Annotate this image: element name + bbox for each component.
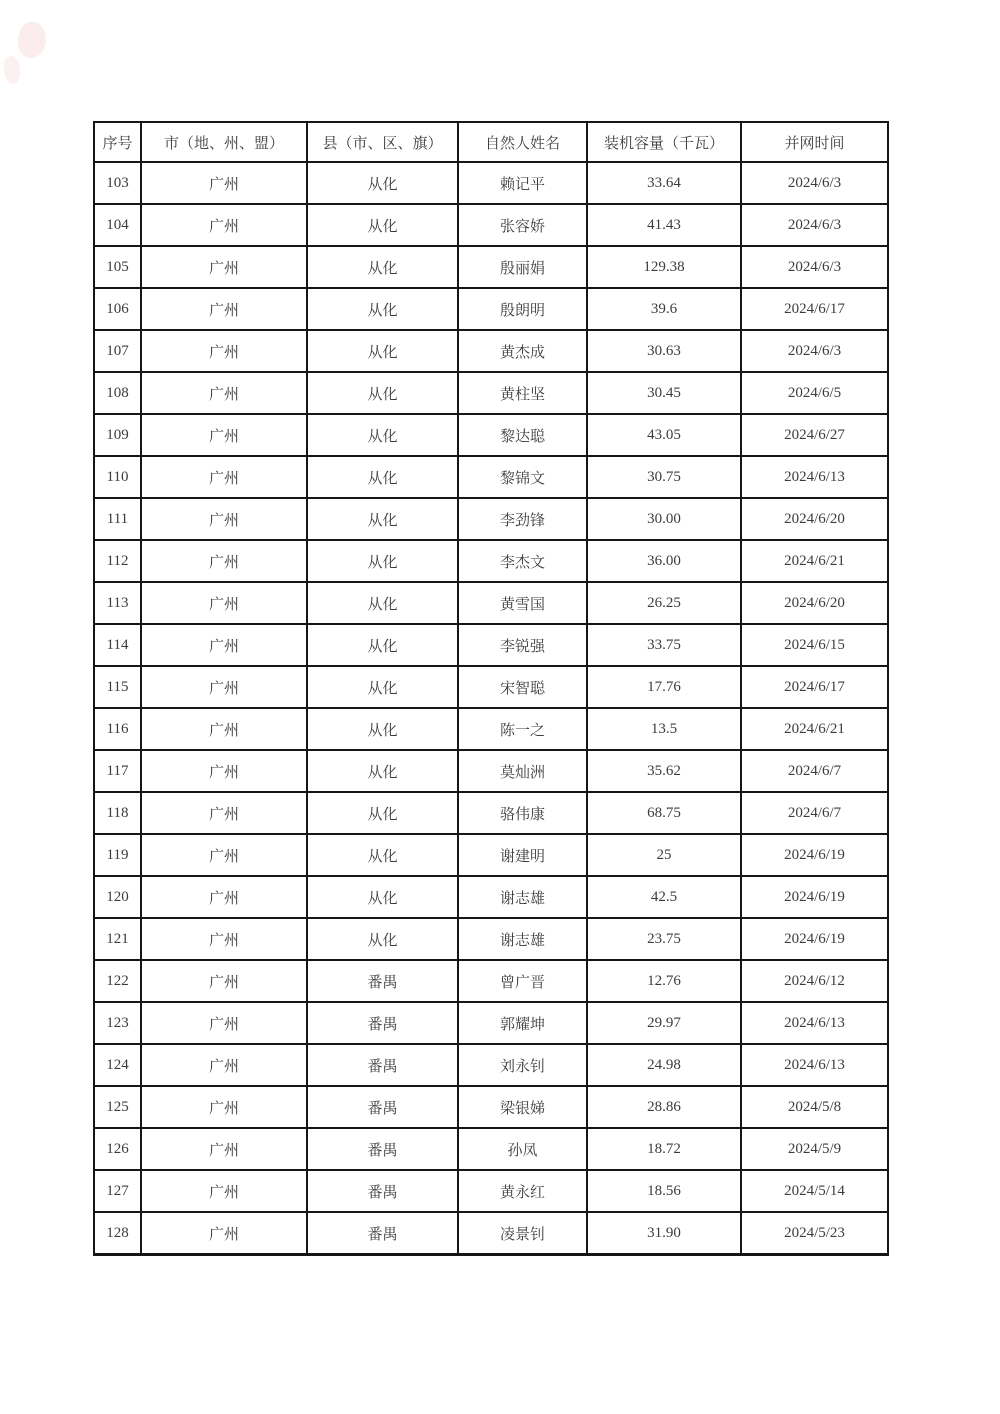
table-cell: 广州 (141, 414, 307, 456)
table-cell: 黄雪国 (458, 582, 587, 624)
table-cell: 36.00 (587, 540, 741, 582)
table-cell: 从化 (307, 246, 458, 288)
table-cell: 2024/6/21 (741, 708, 888, 750)
table-cell: 12.76 (587, 960, 741, 1002)
table-cell: 广州 (141, 1212, 307, 1255)
table-cell: 番禺 (307, 1044, 458, 1086)
table-cell: 番禺 (307, 1002, 458, 1044)
table-cell: 2024/6/3 (741, 162, 888, 204)
table-cell: 从化 (307, 918, 458, 960)
table-cell: 42.5 (587, 876, 741, 918)
stamp-mark-icon (14, 19, 50, 61)
table-row (94, 372, 888, 414)
table-cell: 23.75 (587, 918, 741, 960)
table-cell: 33.75 (587, 624, 741, 666)
header-cell: 并网时间 (741, 122, 888, 162)
table-cell: 广州 (141, 708, 307, 750)
table-cell: 2024/6/17 (741, 288, 888, 330)
table-row (94, 624, 888, 666)
table-cell: 赖记平 (458, 162, 587, 204)
table-cell: 广州 (141, 330, 307, 372)
table-cell: 2024/6/3 (741, 204, 888, 246)
table-row (94, 834, 888, 876)
table-cell: 126 (94, 1128, 141, 1170)
table-cell: 郭耀坤 (458, 1002, 587, 1044)
table-cell: 从化 (307, 456, 458, 498)
table-cell: 莫灿洲 (458, 750, 587, 792)
table-row (94, 1044, 888, 1086)
table-cell: 广州 (141, 246, 307, 288)
table-cell: 广州 (141, 204, 307, 246)
table-cell: 从化 (307, 834, 458, 876)
table-cell: 110 (94, 456, 141, 498)
table-cell: 2024/6/20 (741, 582, 888, 624)
table-cell: 番禺 (307, 1086, 458, 1128)
table-row (94, 162, 888, 204)
table-cell: 广州 (141, 750, 307, 792)
table-cell: 2024/5/23 (741, 1212, 888, 1255)
table-row (94, 960, 888, 1002)
table-cell: 2024/5/9 (741, 1128, 888, 1170)
table-cell: 谢志雄 (458, 918, 587, 960)
table-cell: 103 (94, 162, 141, 204)
table-cell: 2024/6/7 (741, 792, 888, 834)
table-row (94, 456, 888, 498)
header-cell: 序号 (94, 122, 141, 162)
table-row (94, 1212, 888, 1255)
table-row (94, 414, 888, 456)
table-cell: 18.56 (587, 1170, 741, 1212)
table-cell: 120 (94, 876, 141, 918)
table-cell: 广州 (141, 288, 307, 330)
table-cell: 广州 (141, 582, 307, 624)
table-row (94, 204, 888, 246)
table-cell: 111 (94, 498, 141, 540)
table-cell: 2024/6/19 (741, 876, 888, 918)
table-cell: 黎锦文 (458, 456, 587, 498)
table-cell: 2024/6/21 (741, 540, 888, 582)
table-row (94, 330, 888, 372)
table-cell: 广州 (141, 960, 307, 1002)
table-cell: 李锐强 (458, 624, 587, 666)
table-row (94, 498, 888, 540)
table-cell: 2024/6/20 (741, 498, 888, 540)
table-cell: 123 (94, 1002, 141, 1044)
table-row (94, 1128, 888, 1170)
table-cell: 黄永红 (458, 1170, 587, 1212)
table-cell: 2024/6/5 (741, 372, 888, 414)
table-cell: 广州 (141, 666, 307, 708)
table-cell: 2024/6/19 (741, 918, 888, 960)
table-cell: 广州 (141, 624, 307, 666)
table-cell: 广州 (141, 372, 307, 414)
table-row (94, 708, 888, 750)
table-cell: 2024/6/7 (741, 750, 888, 792)
table-cell: 30.75 (587, 456, 741, 498)
header-cell: 装机容量（千瓦） (587, 122, 741, 162)
table-cell: 曾广晋 (458, 960, 587, 1002)
table-cell: 广州 (141, 834, 307, 876)
table-cell: 2024/5/14 (741, 1170, 888, 1212)
table-cell: 128 (94, 1212, 141, 1255)
table-cell: 番禺 (307, 960, 458, 1002)
table-cell: 广州 (141, 540, 307, 582)
table-cell: 从化 (307, 330, 458, 372)
table-cell: 陈一之 (458, 708, 587, 750)
table-row (94, 1170, 888, 1212)
table-cell: 从化 (307, 540, 458, 582)
table-cell: 番禺 (307, 1170, 458, 1212)
table-cell: 107 (94, 330, 141, 372)
table-cell: 孙凤 (458, 1128, 587, 1170)
table-cell: 24.98 (587, 1044, 741, 1086)
table-cell: 黄杰成 (458, 330, 587, 372)
table-cell: 从化 (307, 666, 458, 708)
table-cell: 114 (94, 624, 141, 666)
table-cell: 殷朗明 (458, 288, 587, 330)
table-cell: 广州 (141, 918, 307, 960)
table-cell: 广州 (141, 792, 307, 834)
table-cell: 从化 (307, 414, 458, 456)
table-cell: 从化 (307, 750, 458, 792)
table-cell: 谢建明 (458, 834, 587, 876)
table-cell: 112 (94, 540, 141, 582)
table-cell: 17.76 (587, 666, 741, 708)
table-cell: 梁银娣 (458, 1086, 587, 1128)
table-cell: 13.5 (587, 708, 741, 750)
table-cell: 104 (94, 204, 141, 246)
table-row (94, 246, 888, 288)
table-cell: 41.43 (587, 204, 741, 246)
table-cell: 宋智聪 (458, 666, 587, 708)
table-cell: 30.63 (587, 330, 741, 372)
table-cell: 113 (94, 582, 141, 624)
table-cell: 从化 (307, 498, 458, 540)
table-cell: 35.62 (587, 750, 741, 792)
table-cell: 105 (94, 246, 141, 288)
table-cell: 115 (94, 666, 141, 708)
table-cell: 从化 (307, 708, 458, 750)
table-cell: 118 (94, 792, 141, 834)
table-row (94, 918, 888, 960)
table-cell: 从化 (307, 582, 458, 624)
table-cell: 广州 (141, 456, 307, 498)
table-cell: 43.05 (587, 414, 741, 456)
table-row (94, 1086, 888, 1128)
table-cell: 从化 (307, 792, 458, 834)
table-cell: 番禺 (307, 1212, 458, 1255)
table-cell: 2024/6/13 (741, 1002, 888, 1044)
table-cell: 从化 (307, 876, 458, 918)
table-row (94, 582, 888, 624)
table-cell: 124 (94, 1044, 141, 1086)
table-row (94, 1002, 888, 1044)
table-cell: 刘永钊 (458, 1044, 587, 1086)
table-cell: 黎达聪 (458, 414, 587, 456)
table-cell: 骆伟康 (458, 792, 587, 834)
table-cell: 116 (94, 708, 141, 750)
table-cell: 李杰文 (458, 540, 587, 582)
table-cell: 谢志雄 (458, 876, 587, 918)
header-cell: 市（地、州、盟） (141, 122, 307, 162)
table-cell: 108 (94, 372, 141, 414)
table-cell: 从化 (307, 204, 458, 246)
table-cell: 张容娇 (458, 204, 587, 246)
table-cell: 25 (587, 834, 741, 876)
header-cell: 县（市、区、旗） (307, 122, 458, 162)
header-cell: 自然人姓名 (458, 122, 587, 162)
table-cell: 31.90 (587, 1212, 741, 1255)
table-row (94, 540, 888, 582)
table-cell: 121 (94, 918, 141, 960)
table-cell: 黄柱坚 (458, 372, 587, 414)
table-cell: 129.38 (587, 246, 741, 288)
table-cell: 2024/6/19 (741, 834, 888, 876)
table-cell: 127 (94, 1170, 141, 1212)
table-cell: 2024/6/17 (741, 666, 888, 708)
table-cell: 从化 (307, 162, 458, 204)
table-cell: 从化 (307, 372, 458, 414)
table-row (94, 750, 888, 792)
table-cell: 2024/6/13 (741, 456, 888, 498)
table-cell: 2024/6/15 (741, 624, 888, 666)
table-cell: 109 (94, 414, 141, 456)
table-cell: 30.00 (587, 498, 741, 540)
table-cell: 2024/6/12 (741, 960, 888, 1002)
table-header (94, 122, 888, 162)
table-cell: 2024/6/3 (741, 330, 888, 372)
table-cell: 68.75 (587, 792, 741, 834)
table-cell: 117 (94, 750, 141, 792)
table-cell: 106 (94, 288, 141, 330)
table-cell: 29.97 (587, 1002, 741, 1044)
table-cell: 广州 (141, 1170, 307, 1212)
table-cell: 广州 (141, 876, 307, 918)
table-cell: 广州 (141, 1128, 307, 1170)
table-cell: 从化 (307, 624, 458, 666)
table-cell: 39.6 (587, 288, 741, 330)
table-cell: 2024/6/27 (741, 414, 888, 456)
table-row (94, 792, 888, 834)
table-cell: 广州 (141, 1002, 307, 1044)
stamp-mark-icon (2, 55, 23, 85)
table-row (94, 876, 888, 918)
table-cell: 28.86 (587, 1086, 741, 1128)
table-body (94, 162, 888, 1255)
table-cell: 广州 (141, 162, 307, 204)
table-cell: 从化 (307, 288, 458, 330)
table-cell: 2024/5/8 (741, 1086, 888, 1128)
table-cell: 122 (94, 960, 141, 1002)
table-header-row (94, 122, 888, 162)
table-cell: 2024/6/13 (741, 1044, 888, 1086)
table-cell: 李劲锋 (458, 498, 587, 540)
table-cell: 119 (94, 834, 141, 876)
table-cell: 125 (94, 1086, 141, 1128)
table-cell: 30.45 (587, 372, 741, 414)
pv-grid-connection-table (93, 121, 889, 1256)
table-cell: 33.64 (587, 162, 741, 204)
table-cell: 26.25 (587, 582, 741, 624)
table-cell: 广州 (141, 1044, 307, 1086)
table-row (94, 288, 888, 330)
table-cell: 殷丽娟 (458, 246, 587, 288)
table-cell: 广州 (141, 1086, 307, 1128)
table-cell: 凌景钊 (458, 1212, 587, 1255)
table-cell: 番禺 (307, 1128, 458, 1170)
table-cell: 广州 (141, 498, 307, 540)
table-row (94, 666, 888, 708)
table-cell: 2024/6/3 (741, 246, 888, 288)
table-cell: 18.72 (587, 1128, 741, 1170)
